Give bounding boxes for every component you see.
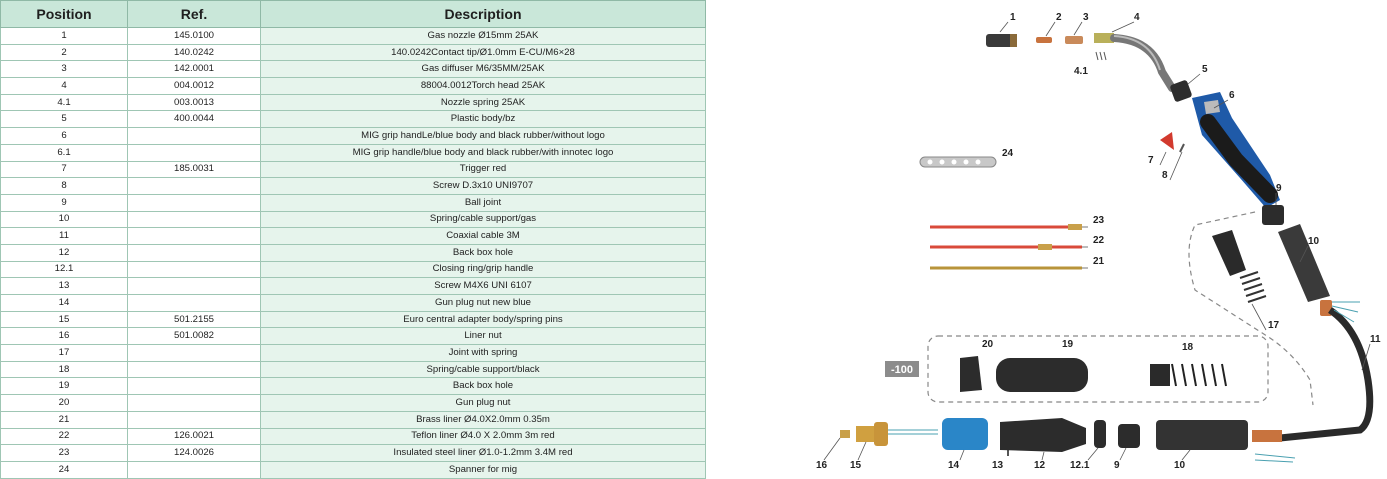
- table-row: [1, 44, 706, 61]
- exploded-parts-diagram: [800, 0, 1387, 478]
- table-row: [1, 211, 706, 228]
- callout-4: 4: [1134, 12, 1140, 23]
- cell-ref: [128, 361, 261, 378]
- cell-ref: [128, 378, 261, 395]
- cell-ref: 003.0013: [128, 94, 261, 111]
- back-box-hole: [1000, 418, 1086, 452]
- cell-ref: [128, 228, 261, 245]
- callout-5: 5: [1202, 64, 1208, 75]
- table-row: [1, 411, 706, 428]
- cell-description: Liner nut: [261, 328, 706, 345]
- cell-description: Gun plug nut: [261, 395, 706, 412]
- cell-position: 11: [1, 228, 128, 245]
- cell-description: Plastic body/bz: [261, 111, 706, 128]
- cell-position: 19: [1, 378, 128, 395]
- cell-description: Closing ring/grip handle: [261, 261, 706, 278]
- steel-liner: [930, 224, 1082, 230]
- callout-7: 7: [1148, 155, 1154, 166]
- cell-description: Spring/cable support/gas: [261, 211, 706, 228]
- table-row: [1, 178, 706, 195]
- cell-ref: [128, 128, 261, 145]
- table-row: [1, 128, 706, 145]
- cell-position: 1: [1, 28, 128, 45]
- cell-position: 24: [1, 461, 128, 478]
- cell-ref: 124.0026: [128, 445, 261, 462]
- cell-description: Ball joint: [261, 194, 706, 211]
- cell-position: 13: [1, 278, 128, 295]
- callout-2: 2: [1056, 12, 1062, 23]
- cell-position: 2: [1, 44, 128, 61]
- cell-description: Teflon liner Ø4.0 X 2.0mm 3m red: [261, 428, 706, 445]
- cell-description: 88004.0012Torch head 25AK: [261, 78, 706, 95]
- cell-ref: [128, 295, 261, 312]
- table-row: [1, 194, 706, 211]
- coaxial-cable: [1280, 300, 1370, 438]
- callout-1: 1: [1010, 12, 1016, 23]
- cell-position: 4: [1, 78, 128, 95]
- cell-ref: 501.0082: [128, 328, 261, 345]
- contact-tip: [1036, 37, 1052, 43]
- callout-13: 13: [992, 460, 1004, 471]
- cell-description: Coaxial cable 3M: [261, 228, 706, 245]
- back-box-kit: [996, 358, 1088, 392]
- cell-position: 22: [1, 428, 128, 445]
- cell-ref: [128, 345, 261, 362]
- table-row: [1, 78, 706, 95]
- cell-ref: [128, 261, 261, 278]
- callout-9-bottom: 9: [1114, 460, 1120, 471]
- cell-ref: [128, 144, 261, 161]
- cell-description: Brass liner Ø4.0X2.0mm 0.35m: [261, 411, 706, 428]
- cell-description: Screw M4X6 UNI 6107: [261, 278, 706, 295]
- cell-ref: [128, 278, 261, 295]
- callout-24: 24: [1002, 148, 1014, 159]
- cell-position: 15: [1, 311, 128, 328]
- cell-description: Gas nozzle Ø15mm 25AK: [261, 28, 706, 45]
- callout-22: 22: [1093, 235, 1105, 246]
- cell-position: 4.1: [1, 94, 128, 111]
- callout-3: 3: [1083, 12, 1089, 23]
- cell-position: 6: [1, 128, 128, 145]
- callout-16: 16: [816, 460, 828, 471]
- cell-position: 10: [1, 211, 128, 228]
- table-row: [1, 278, 706, 295]
- cell-description: Insulated steel liner Ø1.0-1.2mm 3.4M red: [261, 445, 706, 462]
- gun-plug-nut-blue: [942, 418, 988, 450]
- table-row: [1, 111, 706, 128]
- table-row: [1, 378, 706, 395]
- header-description: Description: [261, 1, 706, 28]
- table-row: [1, 161, 706, 178]
- table-row: [1, 228, 706, 245]
- teflon-liner: [930, 244, 1082, 250]
- callout-14: 14: [948, 460, 960, 471]
- callout-17: 17: [1268, 320, 1280, 331]
- cell-position: 17: [1, 345, 128, 362]
- cell-position: 12.1: [1, 261, 128, 278]
- cell-ref: 145.0100: [128, 28, 261, 45]
- cell-position: 16: [1, 328, 128, 345]
- cell-description: Euro central adapter body/spring pins: [261, 311, 706, 328]
- callout-21: 21: [1093, 256, 1105, 267]
- cell-description: Gas diffuser M6/35MM/25AK: [261, 61, 706, 78]
- grip-handle: [1192, 92, 1280, 208]
- callout-6: 6: [1229, 90, 1235, 101]
- table-header-row: [1, 1, 706, 28]
- callout-10-bottom: 10: [1174, 460, 1186, 471]
- cell-position: 5: [1, 111, 128, 128]
- callout-12: 12: [1034, 460, 1046, 471]
- callout-8: 8: [1162, 170, 1168, 181]
- spring-support-gas: [1278, 224, 1330, 302]
- callout-23: 23: [1093, 215, 1105, 226]
- cell-position: 12: [1, 244, 128, 261]
- table-row: [1, 61, 706, 78]
- cell-description: Back box hole: [261, 244, 706, 261]
- header-position: Position: [1, 1, 128, 28]
- gas-nozzle: [986, 34, 1017, 47]
- cell-ref: 126.0021: [128, 428, 261, 445]
- table-row: [1, 328, 706, 345]
- callout-4-1: 4.1: [1074, 66, 1088, 77]
- spanner: [920, 157, 996, 167]
- cell-ref: [128, 395, 261, 412]
- cell-description: MIG grip handLe/blue body and black rubber/without logo: [261, 128, 706, 145]
- table-row: [1, 244, 706, 261]
- cell-ref: 004.0012: [128, 78, 261, 95]
- callout-18: 18: [1182, 342, 1194, 353]
- cell-position: 21: [1, 411, 128, 428]
- cell-description: Screw D.3x10 UNI9707: [261, 178, 706, 195]
- table-row: [1, 345, 706, 362]
- callout-10-top: 10: [1308, 236, 1320, 247]
- liner-nut: [840, 430, 850, 438]
- callout-12-1: 12.1: [1070, 460, 1090, 471]
- table-row: [1, 395, 706, 412]
- cell-description: 140.0242Contact tip/Ø1.0mm E-CU/M6×28: [261, 44, 706, 61]
- trigger: [1160, 132, 1174, 150]
- spring-support-bottom: [1156, 420, 1248, 450]
- euro-adapter: [856, 422, 938, 446]
- callout-11: 11: [1370, 334, 1381, 345]
- table-row: [1, 94, 706, 111]
- cell-description: Back box hole: [261, 378, 706, 395]
- cell-ref: [128, 461, 261, 478]
- cell-position: 7: [1, 161, 128, 178]
- table-row: [1, 28, 706, 45]
- cell-ref: 142.0001: [128, 61, 261, 78]
- cell-position: 14: [1, 295, 128, 312]
- joint-with-spring: [1212, 230, 1266, 302]
- cell-ref: [128, 244, 261, 261]
- callout-19: 19: [1062, 339, 1074, 350]
- header-ref: Ref.: [128, 1, 261, 28]
- table-row: [1, 445, 706, 462]
- cell-description: Joint with spring: [261, 345, 706, 362]
- torch-head: [1094, 33, 1172, 88]
- cell-position: 18: [1, 361, 128, 378]
- cell-description: Spanner for mig: [261, 461, 706, 478]
- cell-position: 6.1: [1, 144, 128, 161]
- nozzle-spring: [1096, 52, 1106, 60]
- cell-ref: [128, 178, 261, 195]
- cell-description: Nozzle spring 25AK: [261, 94, 706, 111]
- table-row: [1, 461, 706, 478]
- closing-ring: [1094, 420, 1106, 448]
- cell-description: Spring/cable support/black: [261, 361, 706, 378]
- callout-20: 20: [982, 339, 994, 350]
- spring-support-black: [1150, 364, 1226, 386]
- cell-ref: [128, 411, 261, 428]
- cell-position: 3: [1, 61, 128, 78]
- cell-position: 8: [1, 178, 128, 195]
- callout-15: 15: [850, 460, 862, 471]
- table-row: [1, 144, 706, 161]
- cell-description: Trigger red: [261, 161, 706, 178]
- table-row: [1, 361, 706, 378]
- cell-ref: 400.0044: [128, 111, 261, 128]
- cell-ref: 501.2155: [128, 311, 261, 328]
- cell-ref: [128, 194, 261, 211]
- ball-joint-top: [1262, 205, 1284, 225]
- cell-description: Gun plug nut new blue: [261, 295, 706, 312]
- cell-description: MIG grip handle/blue body and black rubber/with innotec logo: [261, 144, 706, 161]
- cell-ref: 140.0242: [128, 44, 261, 61]
- cell-position: 20: [1, 395, 128, 412]
- callout-9-top: 9: [1276, 183, 1282, 194]
- cell-position: 9: [1, 194, 128, 211]
- kit-label: -100: [890, 364, 914, 376]
- table-row: [1, 261, 706, 278]
- screw-8: [1180, 144, 1184, 152]
- cell-position: 23: [1, 445, 128, 462]
- gas-diffuser: [1065, 36, 1083, 44]
- cell-ref: [128, 211, 261, 228]
- cell-ref: 185.0031: [128, 161, 261, 178]
- table-row: [1, 428, 706, 445]
- ball-joint-bottom: [1118, 424, 1140, 448]
- table-row: [1, 295, 706, 312]
- gun-plug-nut-kit: [960, 356, 982, 392]
- table-row: [1, 311, 706, 328]
